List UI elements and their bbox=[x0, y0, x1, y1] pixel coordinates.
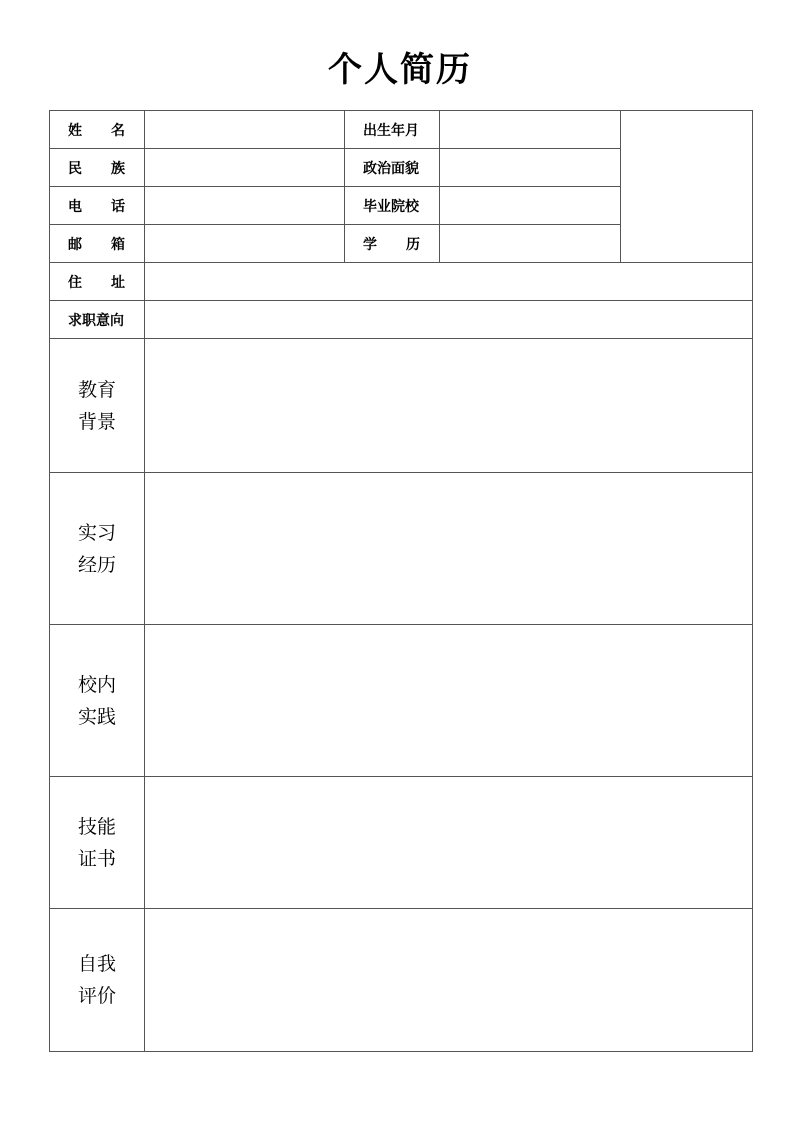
row-skills bbox=[50, 777, 753, 909]
school-label: 毕业院校 bbox=[345, 187, 440, 225]
birth-field[interactable] bbox=[440, 111, 621, 149]
campus-label: 校内 实践 bbox=[50, 625, 145, 777]
skills-label: 技能 证书 bbox=[50, 777, 145, 909]
resume-table bbox=[49, 110, 753, 1052]
email-field[interactable] bbox=[145, 225, 345, 263]
education-field[interactable] bbox=[145, 339, 753, 473]
row-education bbox=[50, 339, 753, 473]
row-intent bbox=[50, 301, 753, 339]
row-address bbox=[50, 263, 753, 301]
name-field[interactable] bbox=[145, 111, 345, 149]
political-field[interactable] bbox=[440, 149, 621, 187]
ethnicity-label: 民 族 bbox=[50, 149, 145, 187]
address-label: 住 址 bbox=[50, 263, 145, 301]
row-campus bbox=[50, 625, 753, 777]
address-field[interactable] bbox=[145, 263, 753, 301]
internship-field[interactable] bbox=[145, 473, 753, 625]
school-field[interactable] bbox=[440, 187, 621, 225]
ethnicity-field[interactable] bbox=[145, 149, 345, 187]
page-title: 个人简历 bbox=[328, 50, 472, 90]
intent-label: 求职意向 bbox=[50, 301, 145, 339]
degree-label: 学 历 bbox=[345, 225, 440, 263]
skills-field[interactable] bbox=[145, 777, 753, 909]
name-label: 姓 名 bbox=[50, 111, 145, 149]
row-self-eval bbox=[50, 909, 753, 1052]
row-internship bbox=[50, 473, 753, 625]
campus-field[interactable] bbox=[145, 625, 753, 777]
birth-label: 出生年月 bbox=[345, 111, 440, 149]
row-name bbox=[50, 111, 753, 149]
phone-field[interactable] bbox=[145, 187, 345, 225]
degree-field[interactable] bbox=[440, 225, 621, 263]
photo-box[interactable] bbox=[621, 111, 753, 263]
internship-label: 实习 经历 bbox=[50, 473, 145, 625]
intent-field[interactable] bbox=[145, 301, 753, 339]
phone-label: 电 话 bbox=[50, 187, 145, 225]
political-label: 政治面貌 bbox=[345, 149, 440, 187]
email-label: 邮 箱 bbox=[50, 225, 145, 263]
education-label: 教育 背景 bbox=[50, 339, 145, 473]
self-eval-label: 自我 评价 bbox=[50, 909, 145, 1052]
self-eval-field[interactable] bbox=[145, 909, 753, 1052]
